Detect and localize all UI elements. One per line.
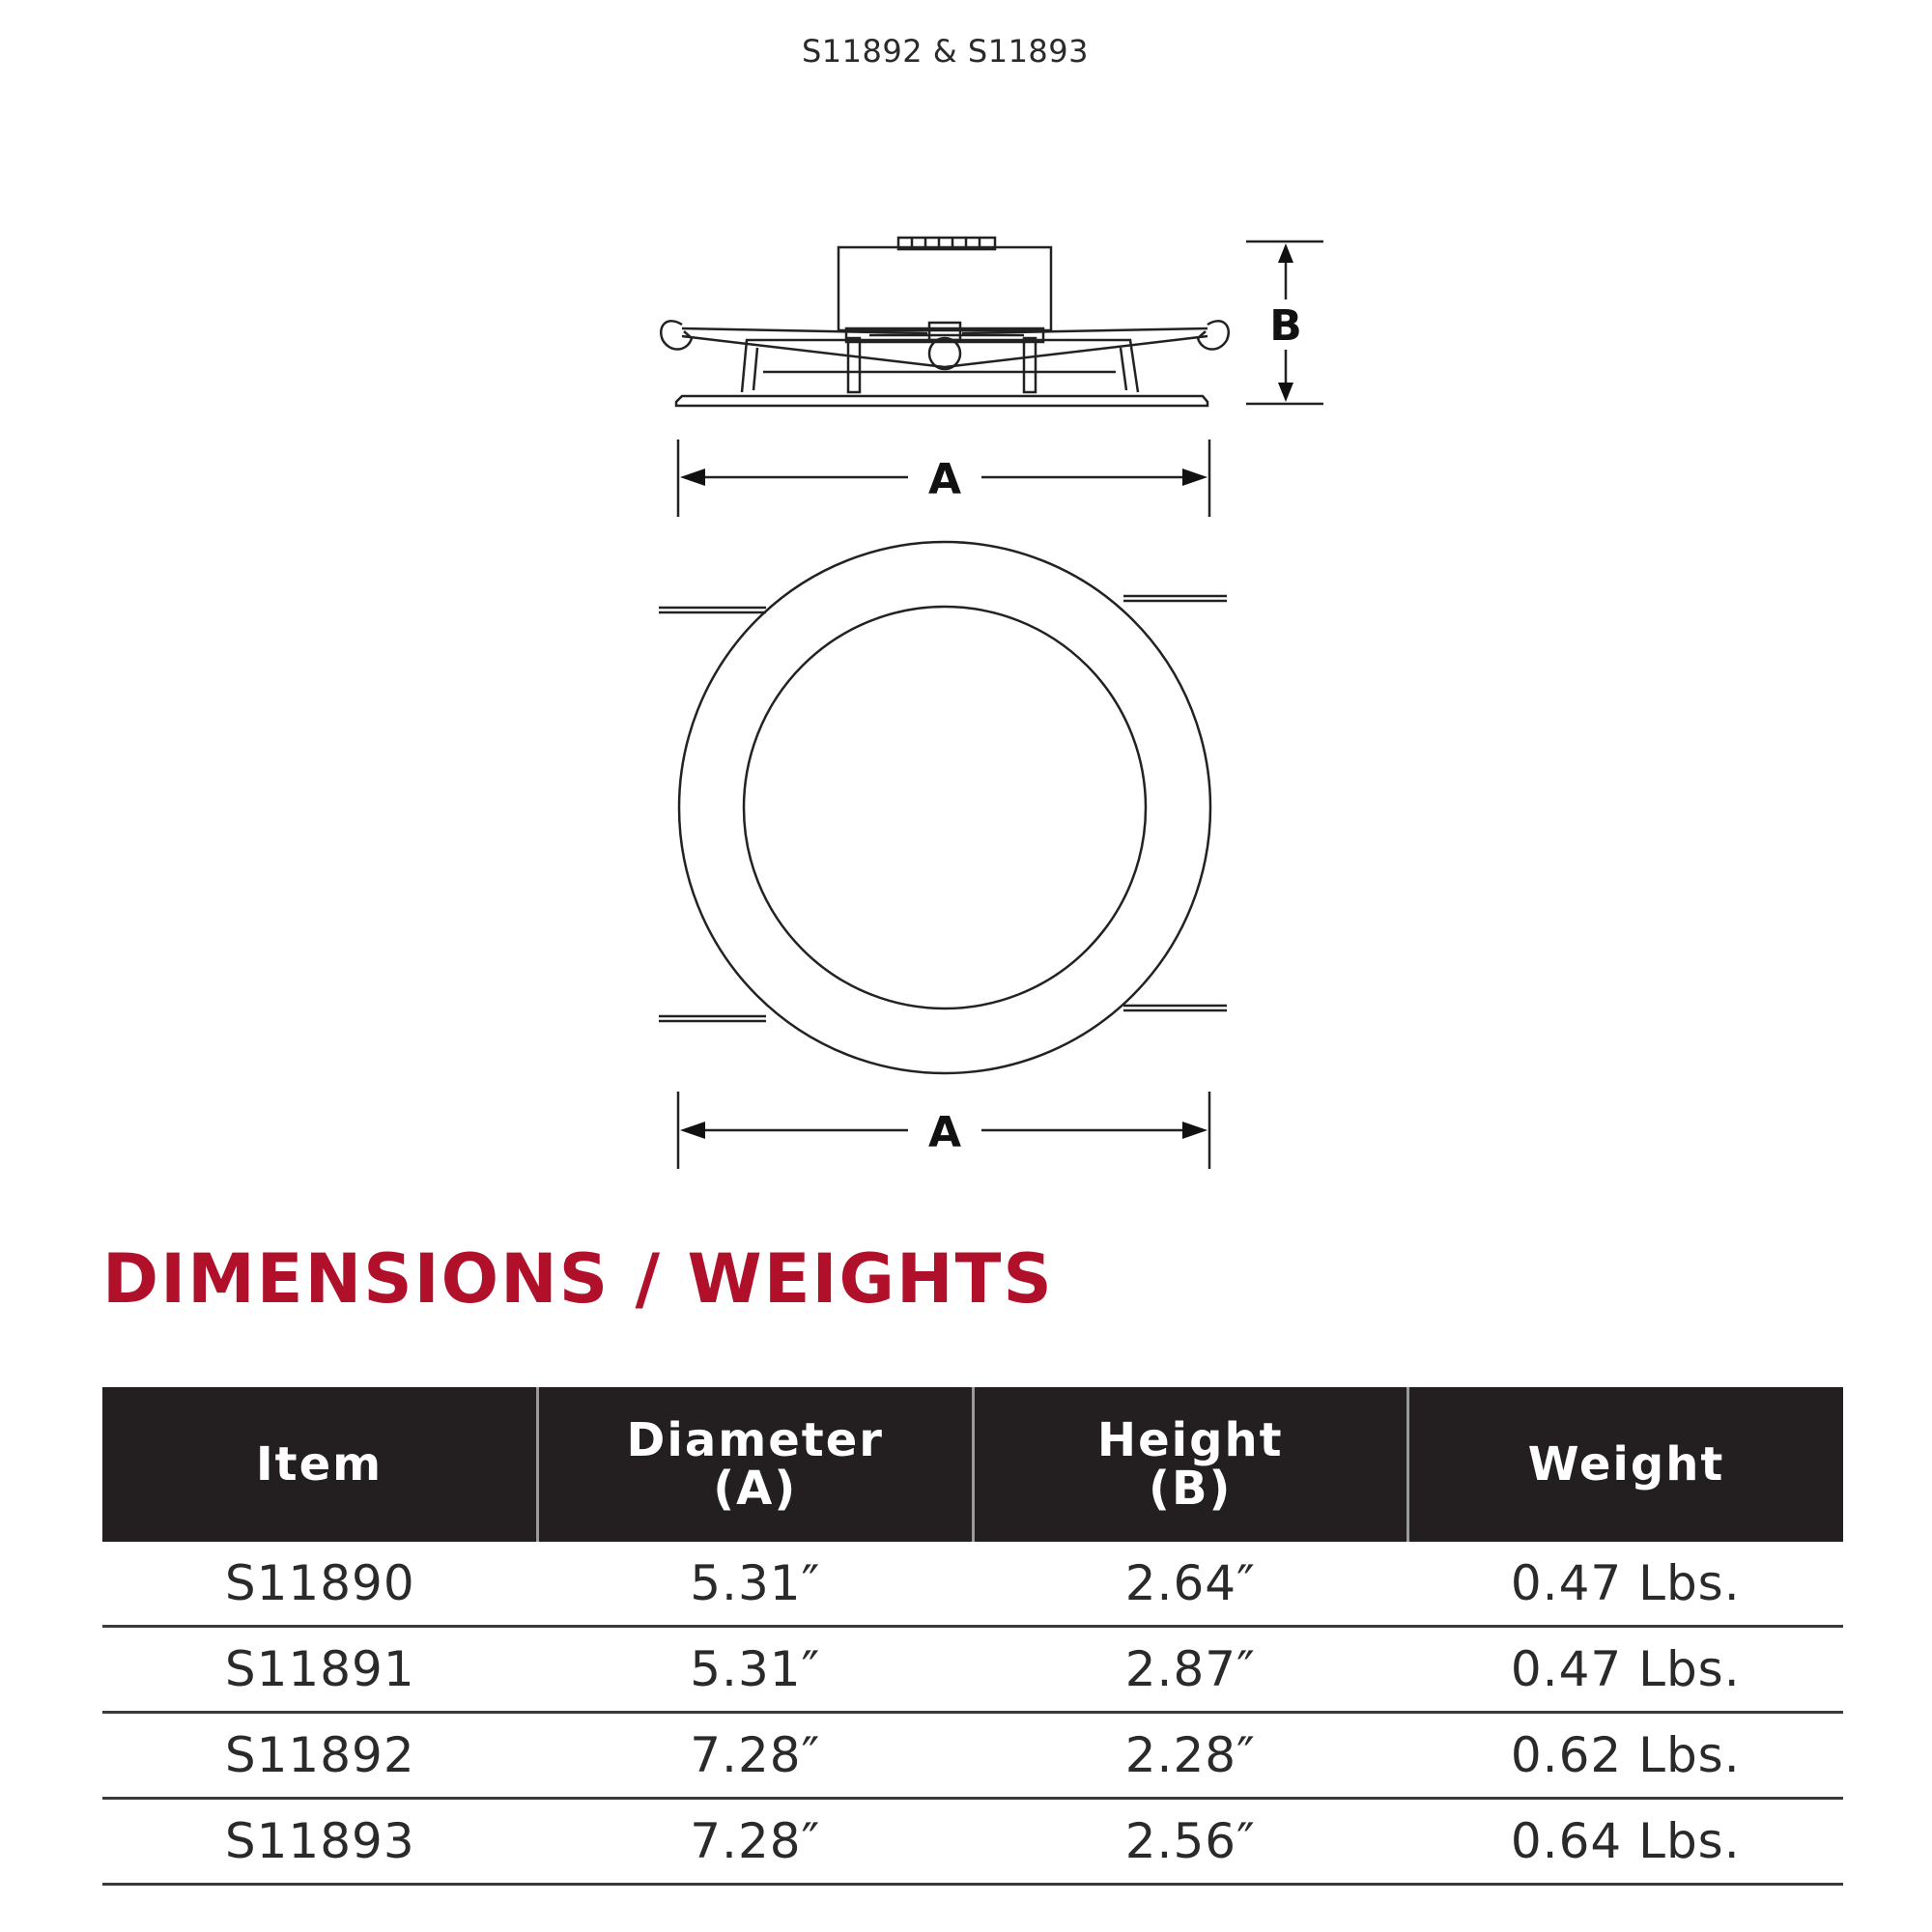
table-row bbox=[102, 1713, 1843, 1799]
header-weight: Weight bbox=[1408, 1387, 1844, 1542]
cell-weight: 0.47 Lbs. bbox=[1408, 1627, 1844, 1713]
table-row bbox=[102, 1627, 1843, 1713]
cell-weight: 0.47 Lbs. bbox=[1408, 1542, 1844, 1627]
cell-height: 2.56″ bbox=[973, 1799, 1408, 1885]
dimension-label-a-side: A bbox=[927, 455, 962, 504]
header-height: Height (B) bbox=[973, 1387, 1408, 1542]
cell-item: S11893 bbox=[102, 1799, 538, 1885]
cell-weight: 0.64 Lbs. bbox=[1408, 1799, 1844, 1885]
cell-diameter: 7.28″ bbox=[538, 1713, 974, 1799]
table-row bbox=[102, 1542, 1843, 1627]
table-row bbox=[102, 1799, 1843, 1885]
driver-box bbox=[838, 247, 1051, 330]
dimension-label-a-top: A bbox=[927, 1108, 962, 1157]
table-header-row bbox=[102, 1387, 1843, 1542]
outer-trim-ring bbox=[679, 542, 1210, 1073]
trim-flange bbox=[676, 396, 1208, 406]
header-item: Item bbox=[102, 1387, 538, 1542]
dimension-label-b: B bbox=[1269, 301, 1302, 351]
cell-diameter: 7.28″ bbox=[538, 1799, 974, 1885]
cell-item: S11891 bbox=[102, 1627, 538, 1713]
cell-height: 2.87″ bbox=[973, 1627, 1408, 1713]
cell-height: 2.28″ bbox=[973, 1713, 1408, 1799]
cell-weight: 0.62 Lbs. bbox=[1408, 1713, 1844, 1799]
header-diameter: Diameter (A) bbox=[538, 1387, 974, 1542]
dimensions-table bbox=[102, 1387, 1843, 1886]
cell-diameter: 5.31″ bbox=[538, 1627, 974, 1713]
cell-item: S11892 bbox=[102, 1713, 538, 1799]
cell-diameter: 5.31″ bbox=[538, 1542, 974, 1627]
cell-item: S11890 bbox=[102, 1542, 538, 1627]
cell-height: 2.64″ bbox=[973, 1542, 1408, 1627]
inner-lens bbox=[744, 607, 1146, 1009]
model-caption: S11892 & S11893 bbox=[801, 33, 1089, 70]
section-heading: DIMENSIONS / WEIGHTS bbox=[102, 1239, 1054, 1319]
